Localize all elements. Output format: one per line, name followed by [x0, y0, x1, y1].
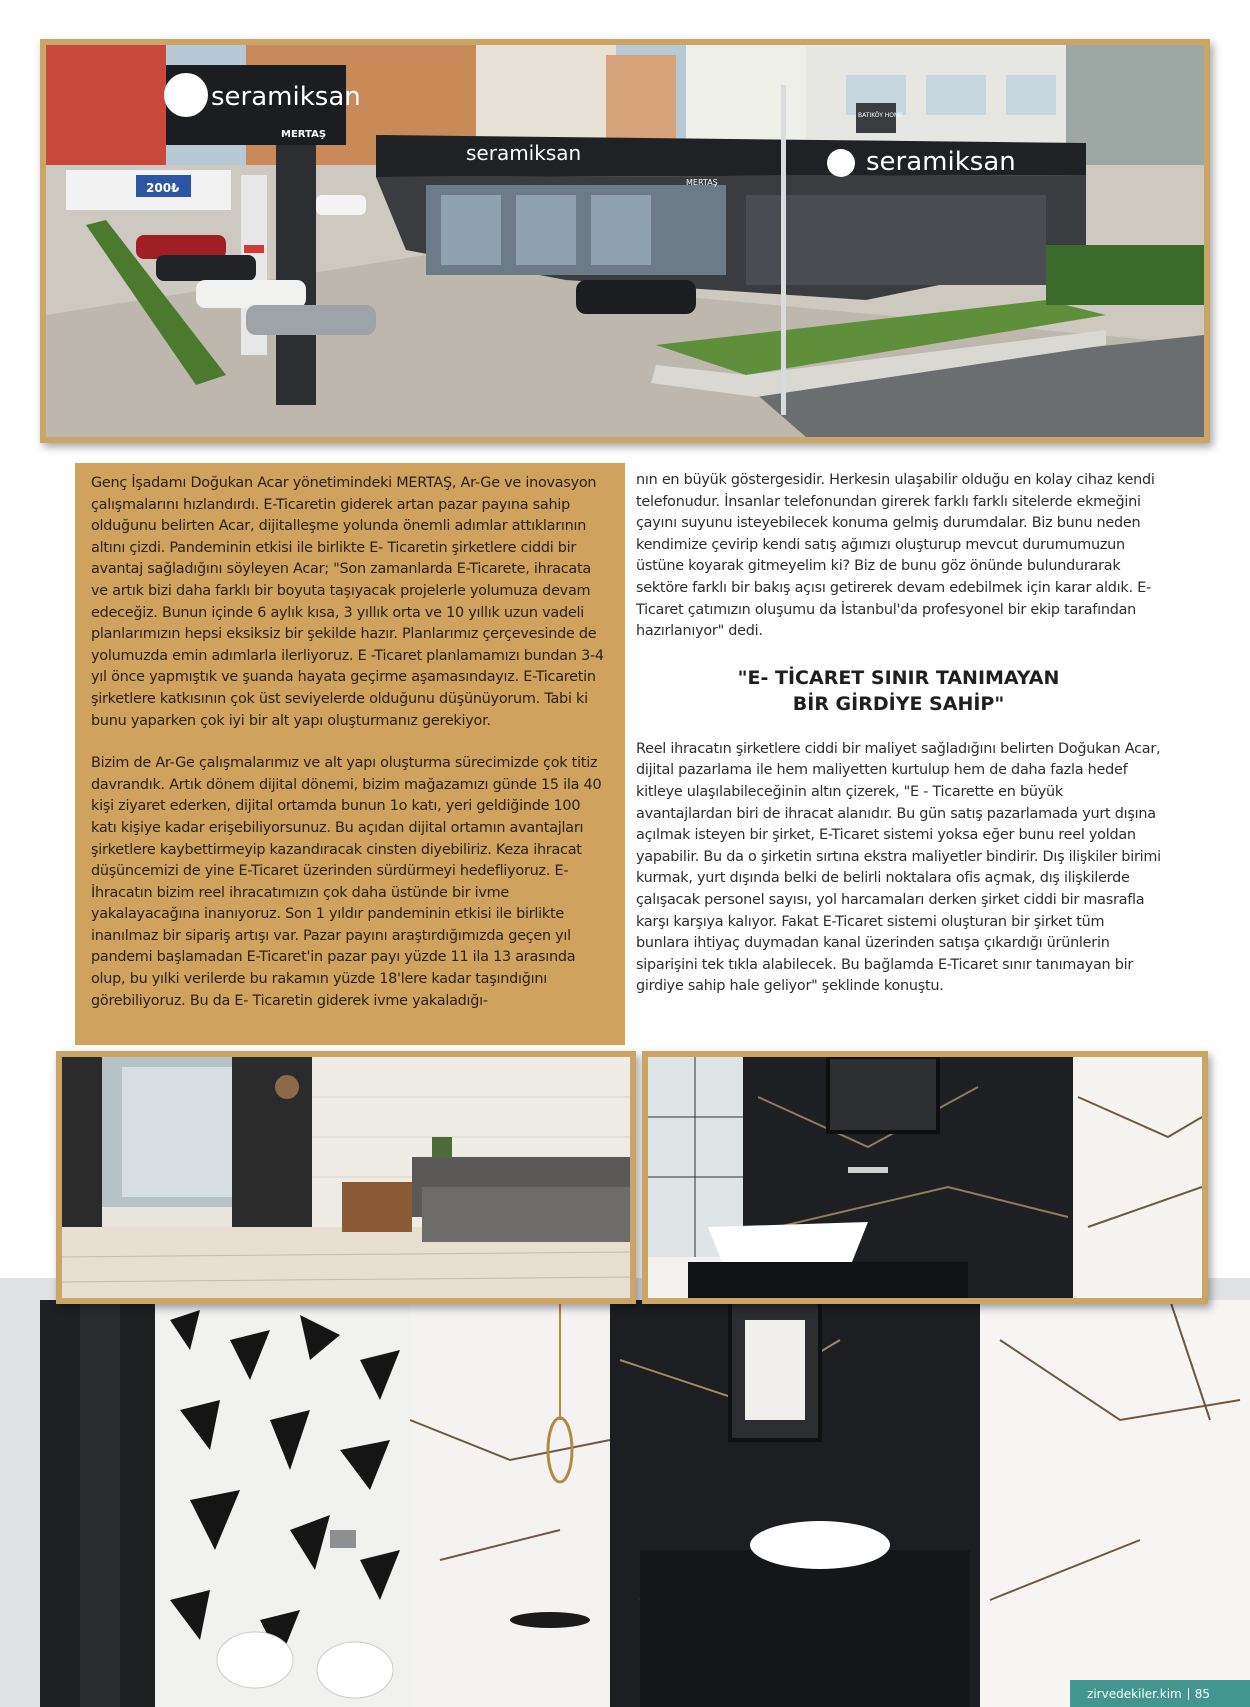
pylon-sub: MERTAŞ: [281, 129, 327, 140]
left-paragraph-2: Bizim de Ar-Ge çalışmalarımız ve alt yapı oluşturma sürecimizde çok titiz davrandık. Artık dönem dijital dönemi, bizim mağazamızı günde 15 ila 40 kişi ziyaret ederken, dijital ortamda bunun 1o katı, yeri geldiğinde 100 katı kişiye kadar erişebiliyorsunuz. Bu açıdan dijital ortamın avantajları şirketlere kaybettirmeyip kazandıracak cinsten diyebiliriz. Keza ihracat düşüncemizi de yine E-Ticaret üzerinden sürdürmeyi hedefliyoruz. E-İhracatın bizim reel ihracatımızın çok daha üstünde bir ivme yakalayacağına inanıyoruz. Son 1 yıldır pandeminin etkisi ile birlikte inanılmaz bir sipariş artışı var. Pazar payını araştırdığımızda geçen yıl pandemi başlamadan E-Ticaret'in pazar payı yüzde 11 ila 13 arasında olup, bu yılki verilerde bu rakamın yüzde 18'lere kadar taşındığını görebiliyoruz. Bu da E- Ticaretin giderek ivme yakaladığı-: [91, 755, 602, 1009]
store-sign-small: MERTAŞ: [686, 178, 718, 187]
bedroom-illustration: [62, 1057, 630, 1298]
left-paragraph-1: Genç İşadamı Doğukan Acar yönetimindeki MERTAŞ, Ar-Ge ve inovasyon çalışmalarını hızlandırdı. E-Ticaretin giderek artan pazar payına sahip olduğunu belirten Acar, dijitalleşme yolunda önemli adımlar attıklarının altını çizdi. Pandeminin etkisi ile birlikte E- Ticaretin şirketlere ciddi bir avantaj sağladığını söyleyen Acar; "Son zamanlarda E-Ticarete, ihracata ve artık bizi daha farklı bir boyuta taşıyacak projelerle yolumuza devam edeceğiz. Bunun içinde 6 aylık kısa, 3 yıllık orta ve 10 yıllık uzun vadeli planlarımızın hepsi eksiksiz bir şekilde hazır. Planlarımız çerçevesinde de yolumuzda emin adımlarla ilerliyoruz. E -Ticaret planlamamızı bundan 3-4 yıl önce yapmıştık ve şuanda hayata geçirme aşamasındayız. E-Ticaretin şirketlere katkısının çok üst seviyelerde olduğunu düşünüyorum. Tabi ki bunu yaparken çok iyi bir alt yapı oluşturmanız gerekiyor.: [91, 475, 604, 729]
pylon-brand: seramiksan: [211, 82, 361, 112]
storefront-illustration: [46, 45, 1204, 437]
shop-sign: BATIKÖY HOME: [858, 112, 903, 119]
right-text-column: [636, 470, 1161, 998]
section-subheading: [636, 665, 1161, 717]
banner-price: 200₺: [146, 181, 180, 195]
bathroom-tiles-photo: [40, 1300, 1250, 1707]
bedroom-photo: [56, 1051, 636, 1304]
right-paragraph-2: Reel ihracatın şirketlere ciddi bir maliyet sağladığını belirten Doğukan Acar, dijital pazarlama ile hem maliyetten kurtulup hem de daha fazla hedef kitleye ulaşılabileceğinin altın çizerek, "E - Ticarette en büyük avantajlardan biri de ihracat alanıdır. Bu gün satış pazarlamada yurt dışına açılmak isteyen bir şirket, E-Ticaret sistemi yoksa eğer bunu reel yoldan yapabilir. Bu da o şirketin sırtına ekstra maliyetler bindirir. Dış ilişkiler birimi kurmak, yurt dışında belki de belirli noktalara ofis açmak, dış ilişkilerde çalışacak personel sayısı, yol harcamaları derken şirket ciddi bir masrafla karşı karşıya kalıyor. Fakat E-Ticaret sistemi oluşturan bir şirket tüm bunlara ihtiyaç duymadan kanal üzerinden satışa çıkardığı ürünlerin siparişini tek tıkla alabilecek. Bu bağlamda E-Ticaret sınır tanımayan bir girdiye sahip hale geliyor" şeklinde konuştu.: [636, 740, 1161, 995]
footer-site: zirvedekiler.kim: [1087, 1687, 1182, 1701]
store-sign-left: seramiksan: [466, 141, 582, 165]
storefront-photo: [40, 39, 1210, 443]
washbasin-illustration: [648, 1057, 1202, 1298]
page-number: 85: [1194, 1687, 1210, 1701]
bathroom-illustration: [40, 1300, 1250, 1707]
subheading-line-2: BİR GİRDİYE SAHİP": [792, 692, 1005, 715]
page-footer: [1087, 1687, 1210, 1701]
footer-divider: [1188, 1688, 1189, 1700]
left-text-column: [75, 463, 625, 1045]
subheading-line-1: "E- TİCARET SINIR TANIMAYAN: [737, 666, 1060, 689]
store-sign-right: seramiksan: [866, 147, 1016, 177]
washbasin-photo: [642, 1051, 1208, 1304]
right-paragraph-1: nın en büyük göstergesidir. Herkesin ulaşabilir olduğu en kolay cihaz kendi telefonudur. İnsanlar telefonundan girerek farklı farklı sitelerde ekmeğini çayını suyunu isteyebilecek konuma gelmiş durumdalar. Biz bunu neden kendimize çevirip kendi satış ağımızı oluşturup mevcut durumumuzun üstüne koyarak gitmeyelim ki? Biz de bunu göz önünde bulundurarak sektöre farklı bir bakış açısı getirerek devam edebilmek için karar aldık. E-Ticaret çatımızın oluşumu da İstanbul'da profesyonel bir ekip tarafından hazırlanıyor" dedi.: [636, 472, 1155, 640]
